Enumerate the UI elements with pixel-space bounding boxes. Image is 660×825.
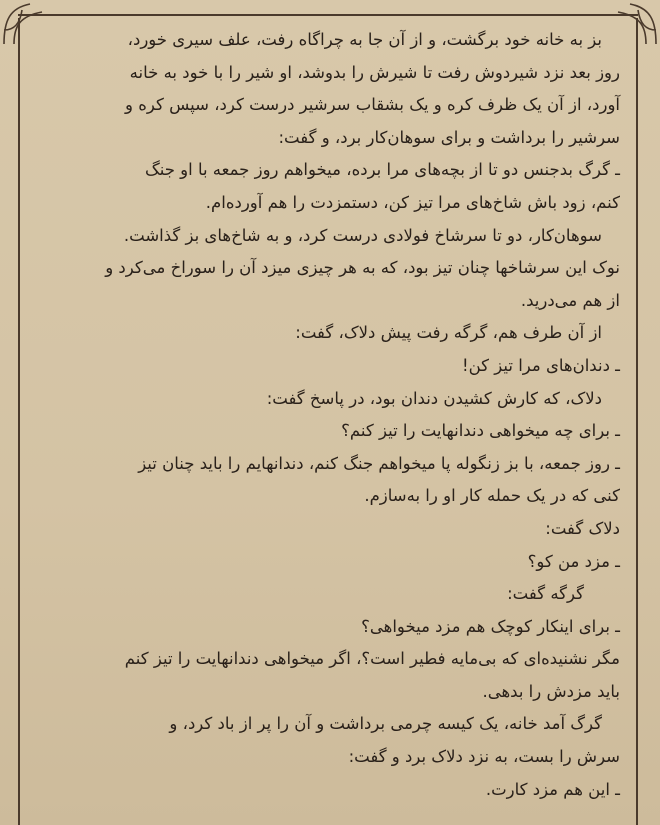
page-frame-left (18, 18, 20, 825)
text-line: دلاک گفت: (545, 518, 620, 538)
text-line: سوهان‌کار، دو تا سرشاخ فولادی درست کرد، و به شاخ‌های بز گذاشت. (123, 225, 602, 245)
text-line: دلاک، که کارش کشیدن دندان بود، در پاسخ گفت: (266, 388, 602, 408)
page-frame-top (18, 14, 638, 16)
text-line: از آن طرف هم، گرگه رفت پیش دلاک، گفت: (295, 323, 602, 343)
text-line: سرش را بست، به نزد دلاک برد و گفت: (348, 747, 620, 767)
story-text (40, 24, 620, 806)
text-line: باید مزدش را بدهی. (482, 681, 620, 701)
text-line: کنی که در یک حمله کار او را به‌سازم. (364, 486, 620, 506)
page-frame-right (636, 18, 638, 825)
text-line: آورد، از آن یک ظرف کره و یک بشقاب سرشیر درست کرد، سپس کره و (125, 95, 620, 115)
text-line: نوک این سرشاخها چنان تیز بود، که به هر چیزی میزد آن را سوراخ می‌کرد و (105, 258, 620, 278)
dialogue-line: ـ روز جمعه، با بز زنگوله پا میخواهم جنگ کنم، دندانهایم را باید چنان تیز (138, 453, 620, 473)
text-line: گرگ آمد خانه، یک کیسه چرمی برداشت و آن را پر از باد کرد، و (169, 714, 602, 734)
dialogue-line: ـ برای اینکار کوچک هم مزد میخواهی؟ (361, 616, 620, 636)
text-line: کنم، زود باش شاخ‌های مرا تیز کن، دستمزدت را هم آورده‌ام. (205, 192, 620, 212)
text-line: از هم می‌درید. (520, 290, 620, 310)
corner-ornament-icon (614, 0, 660, 46)
dialogue-line: ـ گرگ بدجنس دو تا از بچه‌های مرا برده، میخواهم روز جمعه با او جنگ (144, 160, 620, 180)
text-line: بز به خانه خود برگشت، و از آن جا به چراگاه رفت، علف سیری خورد، (127, 30, 602, 49)
dialogue-line: ـ دندان‌های مرا تیز کن! (462, 355, 620, 375)
text-line: سرشیر را برداشت و برای سوهان‌کار برد، و گفت: (278, 127, 620, 147)
text-line: گرگه گفت: (507, 584, 584, 604)
dialogue-line: ـ برای چه میخواهی دندانهایت را تیز کنم؟ (341, 421, 620, 441)
dialogue-line: ـ این هم مزد کارت. (485, 779, 620, 799)
dialogue-line: ـ مزد من کو؟ (527, 551, 620, 571)
text-line: روز بعد نزد شیردوش رفت تا شیرش را بدوشد، او شیر را با خود به خانه (129, 62, 620, 82)
text-line: مگر نشنیده‌ای که بی‌مایه فطیر است؟، اگر میخواهی دندانهایت را تیز کنم (124, 649, 620, 669)
